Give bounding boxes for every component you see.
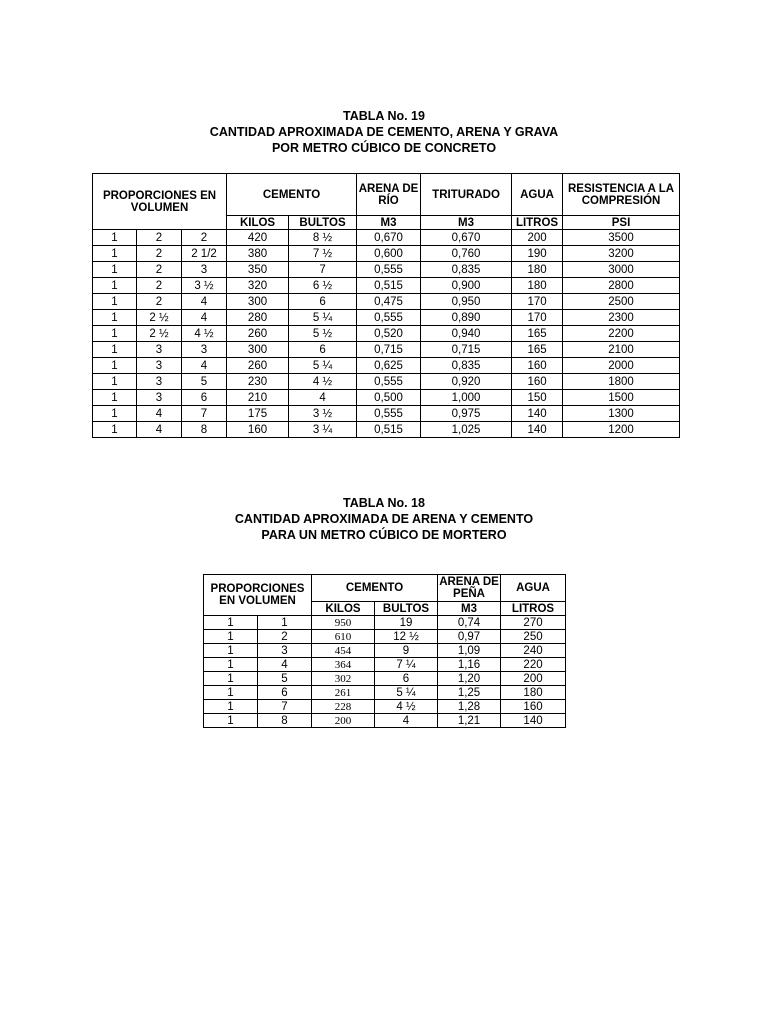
table-cell: 175: [227, 406, 289, 422]
table-cell: 8: [182, 422, 227, 438]
table-row: [204, 630, 566, 644]
table-cell: 180: [512, 278, 563, 294]
header-bultos: BULTOS: [289, 216, 357, 230]
table-cell: 5 ¼: [289, 310, 357, 326]
table-cell: 4: [137, 406, 182, 422]
table-cell: 240: [501, 644, 566, 658]
table-cell: 4: [375, 714, 438, 728]
table-cell: 2: [137, 262, 182, 278]
table-cell: 1: [93, 262, 137, 278]
table-cell: 2200: [563, 326, 680, 342]
table-cell: 3: [182, 342, 227, 358]
table-row: [93, 374, 680, 390]
table-cell: 2500: [563, 294, 680, 310]
header-psi: PSI: [563, 216, 680, 230]
table-cell: 1: [93, 246, 137, 262]
mortar-table-body: [204, 616, 566, 728]
table-cell: 0,555: [357, 262, 421, 278]
table-cell: 2000: [563, 358, 680, 374]
header-litros: LITROS: [512, 216, 563, 230]
table-cell: 2300: [563, 310, 680, 326]
table-cell: 2: [137, 278, 182, 294]
header-kilos: KILOS: [227, 216, 289, 230]
table-cell: 6: [182, 390, 227, 406]
concrete-table-body: [93, 230, 680, 438]
table-cell: 2: [258, 630, 312, 644]
table-cell: 7 ½: [289, 246, 357, 262]
table-cell: 610: [312, 630, 375, 644]
table-cell: 4 ½: [182, 326, 227, 342]
table-cell: 0,920: [421, 374, 512, 390]
mortar-table: [203, 574, 566, 728]
table-row: [204, 714, 566, 728]
table-cell: 3: [258, 644, 312, 658]
table-cell: 0,670: [357, 230, 421, 246]
table-cell: 1: [204, 700, 258, 714]
table-cell: 3: [137, 358, 182, 374]
table-cell: 3 ¼: [289, 422, 357, 438]
table18-title: [0, 495, 768, 543]
table-cell: 7 ¼: [375, 658, 438, 672]
header-cemento: CEMENTO: [312, 575, 438, 602]
table-cell: 0,600: [357, 246, 421, 262]
table-cell: 5: [258, 672, 312, 686]
table-row: [204, 700, 566, 714]
table-cell: 170: [512, 294, 563, 310]
table-cell: 6: [258, 686, 312, 700]
table-cell: 1800: [563, 374, 680, 390]
table-cell: 180: [512, 262, 563, 278]
table-cell: 6: [375, 672, 438, 686]
table-cell: 230: [227, 374, 289, 390]
table-row: [93, 342, 680, 358]
header-proporciones: PROPORCIONES EN VOLUMEN: [93, 174, 227, 230]
table-cell: 1: [93, 278, 137, 294]
table-cell: 3: [137, 342, 182, 358]
table-row: [93, 358, 680, 374]
table-row: [93, 246, 680, 262]
table-cell: 7: [182, 406, 227, 422]
table19-title-line3: POR METRO CÚBICO DE CONCRETO: [271, 141, 497, 155]
table-cell: 1: [93, 310, 137, 326]
table-cell: 0,715: [357, 342, 421, 358]
table-cell: 300: [227, 342, 289, 358]
table-cell: 2: [137, 230, 182, 246]
table-cell: 210: [227, 390, 289, 406]
table-cell: 0,475: [357, 294, 421, 310]
table-cell: 1: [93, 342, 137, 358]
table-cell: 5 ¼: [289, 358, 357, 374]
table-cell: 160: [227, 422, 289, 438]
header-m3-triturado: M3: [421, 216, 512, 230]
table-row: [93, 310, 680, 326]
table-cell: 1: [93, 406, 137, 422]
table19-title-line1: TABLA No. 19: [343, 109, 425, 123]
table-cell: 260: [227, 358, 289, 374]
table-cell: 4: [182, 294, 227, 310]
table-row: [204, 658, 566, 672]
table-cell: 200: [512, 230, 563, 246]
table-cell: 0,940: [421, 326, 512, 342]
table-cell: 1: [204, 644, 258, 658]
table-cell: 2800: [563, 278, 680, 294]
table-cell: 261: [312, 686, 375, 700]
table-cell: 5 ½: [289, 326, 357, 342]
table-cell: 0,950: [421, 294, 512, 310]
table-cell: 0,900: [421, 278, 512, 294]
table-cell: 3500: [563, 230, 680, 246]
table-cell: 454: [312, 644, 375, 658]
table-cell: 5 ¼: [375, 686, 438, 700]
table-cell: 4: [289, 390, 357, 406]
table-cell: 1: [204, 672, 258, 686]
table19-title: [0, 108, 768, 156]
table-cell: 3200: [563, 246, 680, 262]
table-cell: 1200: [563, 422, 680, 438]
table-cell: 0,835: [421, 262, 512, 278]
table-cell: 4 ½: [375, 700, 438, 714]
table-cell: 4 ½: [289, 374, 357, 390]
table-cell: 8 ½: [289, 230, 357, 246]
table-cell: 4: [137, 422, 182, 438]
table-cell: 1: [93, 294, 137, 310]
header-bultos: BULTOS: [375, 602, 438, 616]
table-cell: 2 ½: [137, 310, 182, 326]
table-cell: 1500: [563, 390, 680, 406]
table-cell: 140: [512, 406, 563, 422]
table-cell: 200: [501, 672, 566, 686]
table-cell: 270: [501, 616, 566, 630]
table-row: [204, 686, 566, 700]
table-cell: 6: [289, 294, 357, 310]
table-cell: 320: [227, 278, 289, 294]
table-cell: 950: [312, 616, 375, 630]
header-m3-arena: M3: [357, 216, 421, 230]
table-row: [204, 672, 566, 686]
table-cell: 7: [258, 700, 312, 714]
table-cell: 0,670: [421, 230, 512, 246]
table-cell: 1300: [563, 406, 680, 422]
table-cell: 350: [227, 262, 289, 278]
table-cell: 260: [227, 326, 289, 342]
table-row: [93, 294, 680, 310]
table-cell: 280: [227, 310, 289, 326]
table-cell: 1,16: [438, 658, 501, 672]
table-row: [93, 422, 680, 438]
table-cell: 140: [501, 714, 566, 728]
table18-title-line3: PARA UN METRO CÚBICO DE MORTERO: [261, 528, 507, 542]
table-cell: 0,97: [438, 630, 501, 644]
header-litros: LITROS: [501, 602, 566, 616]
table-cell: 140: [512, 422, 563, 438]
table-cell: 364: [312, 658, 375, 672]
table18-title-line1: TABLA No. 18: [343, 496, 425, 510]
table-row: [93, 406, 680, 422]
table-row: [93, 262, 680, 278]
table-cell: 0,515: [357, 422, 421, 438]
table-cell: 1,25: [438, 686, 501, 700]
table-cell: 6: [289, 342, 357, 358]
table-cell: 6 ½: [289, 278, 357, 294]
table-cell: 9: [375, 644, 438, 658]
table-cell: 302: [312, 672, 375, 686]
table-row: [93, 326, 680, 342]
table-cell: 4: [258, 658, 312, 672]
table-row: [93, 390, 680, 406]
table-cell: 2 1/2: [182, 246, 227, 262]
header-agua: AGUA: [501, 575, 566, 602]
table-cell: 0,555: [357, 310, 421, 326]
table-cell: 1: [93, 374, 137, 390]
table-cell: 19: [375, 616, 438, 630]
table-cell: 3: [182, 262, 227, 278]
table-cell: 1,025: [421, 422, 512, 438]
table-cell: 2 ½: [137, 326, 182, 342]
table-cell: 165: [512, 326, 563, 342]
table18-title-line2: CANTIDAD APROXIMADA DE ARENA Y CEMENTO: [234, 512, 534, 526]
table-cell: 0,520: [357, 326, 421, 342]
table-cell: 0,515: [357, 278, 421, 294]
table19-title-line2: CANTIDAD APROXIMADA DE CEMENTO, ARENA Y GRAVA: [209, 125, 559, 139]
header-proporciones: PROPORCIONES EN VOLUMEN: [204, 575, 312, 616]
table-cell: 2: [137, 246, 182, 262]
table-cell: 160: [512, 374, 563, 390]
table-cell: 3 ½: [182, 278, 227, 294]
table-cell: 0,500: [357, 390, 421, 406]
table-cell: 1: [204, 630, 258, 644]
table-cell: 220: [501, 658, 566, 672]
table-cell: 420: [227, 230, 289, 246]
table-row: [204, 644, 566, 658]
table-cell: 0,760: [421, 246, 512, 262]
header-resistencia: RESISTENCIA A LA COMPRESIÓN: [563, 174, 680, 216]
table-cell: 1,09: [438, 644, 501, 658]
table-cell: 1: [93, 422, 137, 438]
table-cell: 1: [204, 616, 258, 630]
table-cell: 1,000: [421, 390, 512, 406]
table-cell: 3 ½: [289, 406, 357, 422]
table-cell: 1,28: [438, 700, 501, 714]
concrete-table: [92, 173, 680, 438]
table-cell: 160: [512, 358, 563, 374]
table-cell: 165: [512, 342, 563, 358]
table-cell: 150: [512, 390, 563, 406]
table-cell: 380: [227, 246, 289, 262]
table-cell: 7: [289, 262, 357, 278]
table-cell: 0,715: [421, 342, 512, 358]
table-cell: 5: [182, 374, 227, 390]
table-cell: 1: [93, 390, 137, 406]
table-cell: 4: [182, 310, 227, 326]
table-cell: 1,20: [438, 672, 501, 686]
table-cell: 3: [137, 374, 182, 390]
table-cell: 228: [312, 700, 375, 714]
table-cell: 0,890: [421, 310, 512, 326]
table-cell: 12 ½: [375, 630, 438, 644]
table-cell: 300: [227, 294, 289, 310]
header-arena: ARENA DE RÍO: [357, 174, 421, 216]
table-cell: 2100: [563, 342, 680, 358]
header-cemento: CEMENTO: [227, 174, 357, 216]
header-agua: AGUA: [512, 174, 563, 216]
table-cell: 4: [182, 358, 227, 374]
table-cell: 180: [501, 686, 566, 700]
table-cell: 1: [204, 686, 258, 700]
table-cell: 170: [512, 310, 563, 326]
header-triturado: TRITURADO: [421, 174, 512, 216]
table-cell: 3: [137, 390, 182, 406]
table-cell: 1: [204, 714, 258, 728]
table-cell: 1: [93, 326, 137, 342]
table-cell: 1: [93, 358, 137, 374]
table-cell: 8: [258, 714, 312, 728]
table-cell: 0,74: [438, 616, 501, 630]
table-row: [93, 230, 680, 246]
table-cell: 160: [501, 700, 566, 714]
table-cell: 0,555: [357, 406, 421, 422]
table-cell: 2: [182, 230, 227, 246]
table-cell: 0,625: [357, 358, 421, 374]
table-cell: 1: [93, 230, 137, 246]
header-m3: M3: [438, 602, 501, 616]
table-cell: 0,835: [421, 358, 512, 374]
table-cell: 190: [512, 246, 563, 262]
table-cell: 0,555: [357, 374, 421, 390]
table-cell: 200: [312, 714, 375, 728]
header-kilos: KILOS: [312, 602, 375, 616]
table-cell: 250: [501, 630, 566, 644]
table-cell: 1,21: [438, 714, 501, 728]
table-cell: 1: [258, 616, 312, 630]
table-cell: 3000: [563, 262, 680, 278]
table-row: [204, 616, 566, 630]
header-arena: ARENA DE PEÑA: [439, 576, 499, 600]
table-row: [93, 278, 680, 294]
table-cell: 1: [204, 658, 258, 672]
table-cell: 0,975: [421, 406, 512, 422]
table-cell: 2: [137, 294, 182, 310]
